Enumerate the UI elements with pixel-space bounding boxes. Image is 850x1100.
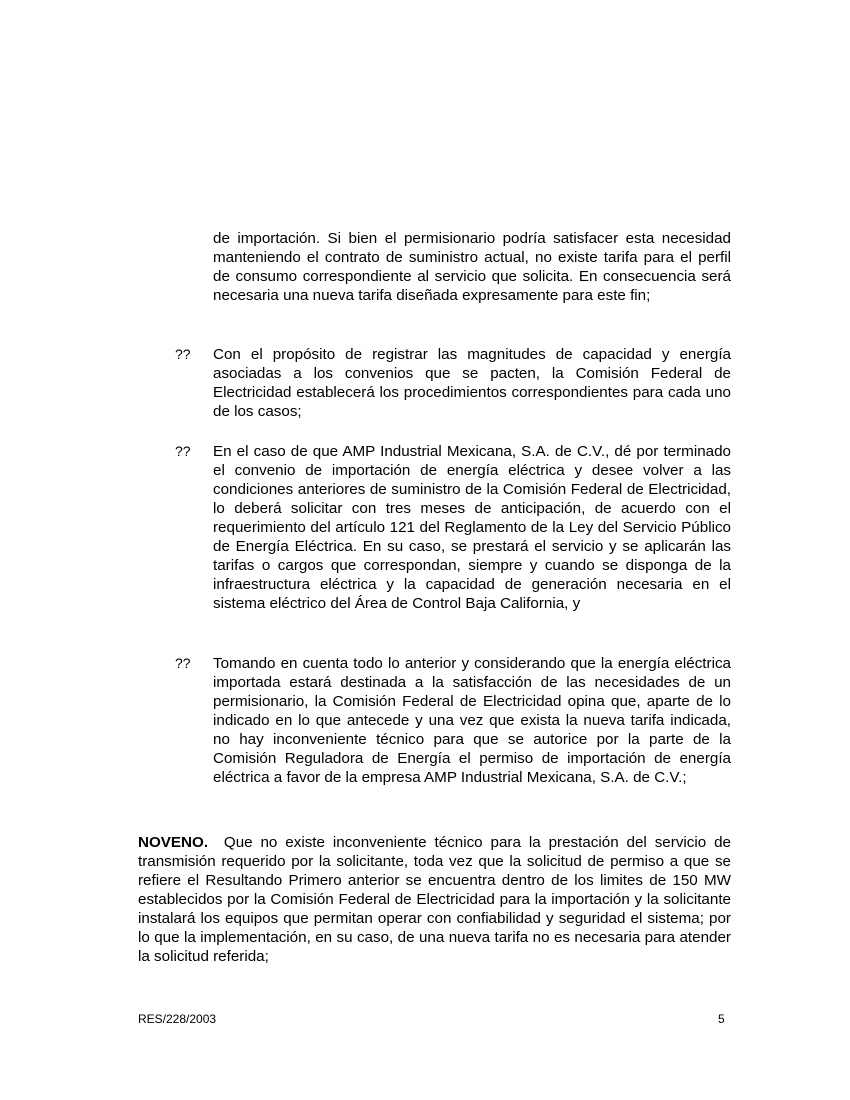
bullet-paragraph: En el caso de que AMP Industrial Mexicana, S.A. de C.V., dé por terminado el convenio de importación de energía eléctrica y desee volver a las condiciones anteriores de suministro de la Comisión Federal de Electricidad, lo deberá solicitar con tres meses de anticipación, de acuerdo con el requerimiento del artículo 121 del Reglamento de la Ley del Servicio Público de Energía Eléctrica. En su caso, se prestará el servicio y se aplicarán las tarifas o cargos que correspondan, siempre y cuando se disponga de la infraestructura eléctrica y la capacidad de generación necesaria en el sistema eléctrico del Área de Control Baja California, y <box>213 443 731 612</box>
bullet-paragraph: Tomando en cuenta todo lo anterior y considerando que la energía eléctrica importada estará destinada a la satisfacción de las necesidades de un permisionario, la Comisión Federal de Electricidad opina que, aparte de lo indicado en lo que antecede y una vez que exista la nueva tarifa indicada, no hay inconveniente técnico para que se autorice por la parte de la Comisión Reguladora de Energía el permiso de importación de energía eléctrica a favor de la empresa AMP Industrial Mexicana, S.A. de C.V.; <box>213 655 731 786</box>
noveno-heading: NOVENO. <box>138 834 209 851</box>
bullet-marker: ?? <box>175 655 191 671</box>
continuation-paragraph: de importación. Si bien el permisionario podría satisfacer esta necesidad manteniendo el contrato de suministro actual, no existe tarifa para el perfil de consumo correspondiente al servicio que solicita. En consecuencia será necesaria una nueva tarifa diseñada expresamente para este fin; <box>213 230 731 304</box>
bullet-paragraph: Con el propósito de registrar las magnitudes de capacidad y energía asociadas a los convenios que se pacten, la Comisión Federal de Electricidad establecerá los procedimientos correspondientes para cada uno de los casos; <box>213 346 731 420</box>
bullet-marker: ?? <box>175 443 191 459</box>
page-number: 5 <box>718 1012 725 1026</box>
noveno-paragraph <box>138 833 731 966</box>
bullet-marker: ?? <box>175 346 191 362</box>
noveno-text: Que no existe inconveniente técnico para la prestación del servicio de transmisión requerido por la solicitante, toda vez que la solicitud de permiso a que se refiere el Resultando Primero anterior se encuentra dentro de los limites de 150 MW establecidos por la Comisión Federal de Electricidad para la importación y la solicitante instalará los equipos que permitan operar con confiabilidad y seguridad el sistema; por lo que la implementación, en su caso, de una nueva tarifa no es necesaria para atender la solicitud referida; <box>138 834 731 965</box>
footer-reference: RES/228/2003 <box>138 1012 217 1026</box>
